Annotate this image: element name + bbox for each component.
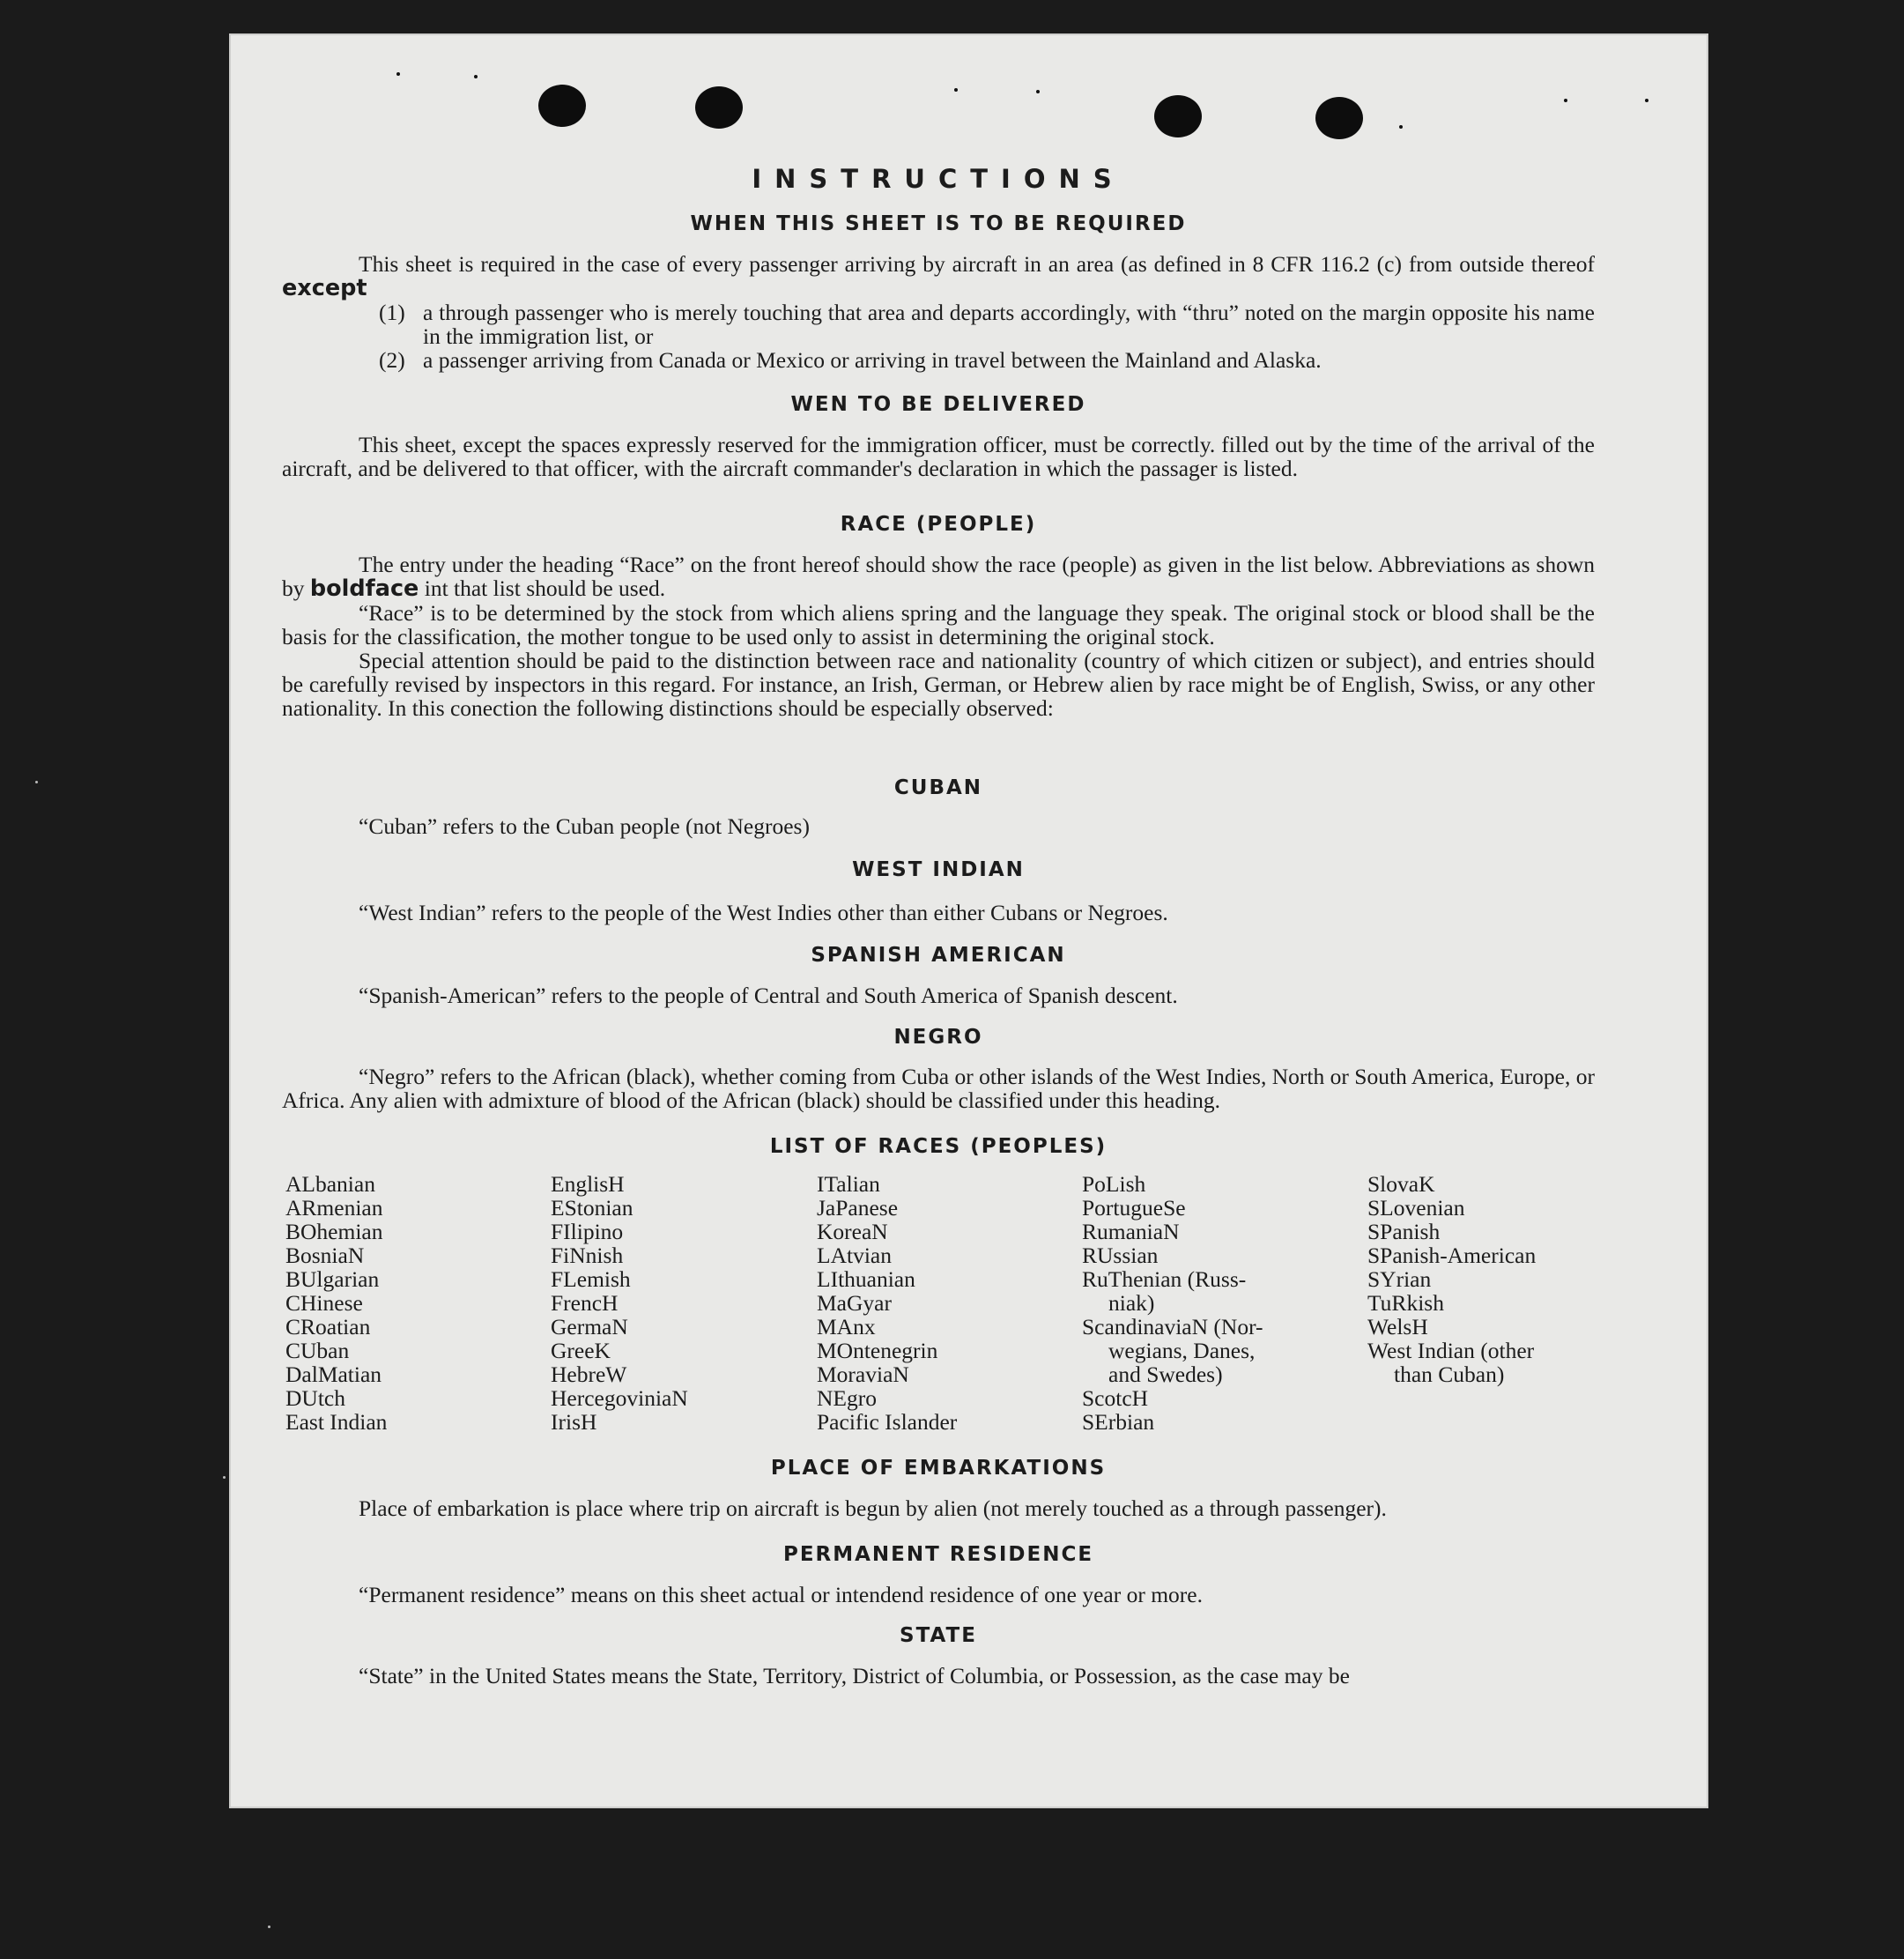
race-item: PoLish — [1082, 1171, 1146, 1197]
punch-hole — [1154, 95, 1202, 137]
race-item: HebreW — [551, 1362, 627, 1387]
race-item: SPanish-American — [1367, 1243, 1537, 1268]
race-item-continuation: wegians, Danes, — [1108, 1338, 1256, 1363]
when-required-text: This sheet is required in the case of every passenger arriving by aircraft in an area (as defined in 8 CFR 116.2 (c) from outside thereof — [359, 251, 1595, 277]
race-item: ARmenian — [285, 1195, 383, 1221]
race-item: LIthuanian — [817, 1266, 915, 1292]
scan-speck — [1564, 99, 1567, 102]
boldface-keyword: boldface — [309, 575, 419, 602]
item-number: (2) — [379, 347, 405, 373]
races-column-5 — [1367, 1172, 1536, 1386]
race-item: BUlgarian — [285, 1266, 380, 1292]
race-item: LAtvian — [817, 1243, 892, 1268]
race-item: NEgro — [817, 1385, 877, 1411]
race-item: DUtch — [285, 1385, 345, 1411]
west-indian-text: “West Indian” refers to the people of the West Indies other than either Cubans or Negroes. — [359, 900, 1168, 925]
race-item: RumaniaN — [1082, 1219, 1180, 1244]
item-text: a through passenger who is merely touching that area and departs accordingly, with “thru” noted on the margin opposite his name in the immigration list, or — [423, 300, 1595, 349]
heading-state: STATE — [900, 1624, 977, 1647]
race-item: DalMatian — [285, 1362, 382, 1387]
race-item: EnglisH — [551, 1171, 625, 1197]
race-item: HercegoviniaN — [551, 1385, 688, 1411]
race-item: SErbian — [1082, 1409, 1155, 1435]
exception-item-2 — [379, 348, 1595, 372]
heading-when-delivered: WEN TO BE DELIVERED — [790, 393, 1086, 416]
cuban-text: “Cuban” refers to the Cuban people (not Negroes) — [359, 813, 810, 839]
heading-list-of-races: LIST OF RACES (PEOPLES) — [769, 1135, 1108, 1158]
race-text-1-end: int that list should be used. — [424, 575, 666, 601]
embarkation-text: Place of embarkation is place where trip on aircraft is begun by alien (not merely touched as a through passenger). — [359, 1495, 1387, 1521]
except-keyword: except — [282, 275, 367, 301]
races-column-3 — [817, 1172, 957, 1434]
when-required-section — [282, 252, 1595, 372]
race-item: FrencH — [551, 1290, 619, 1316]
race-item: WelsH — [1367, 1314, 1428, 1339]
scan-speck — [396, 72, 400, 76]
item-number: (1) — [379, 300, 405, 325]
race-item: CUban — [285, 1338, 350, 1363]
heading-race: RACE (PEOPLE) — [840, 513, 1037, 536]
race-item: BOhemian — [285, 1219, 383, 1244]
race-item: MOntenegrin — [817, 1338, 938, 1363]
punch-hole — [1315, 97, 1363, 139]
heading-negro: NEGRO — [893, 1026, 983, 1049]
race-item: SYrian — [1367, 1266, 1432, 1292]
race-text-2: “Race” is to be determined by the stock from which aliens spring and the language they speak. The original stock or blood shall be the basis for the classification, the mother tongue to be used only to assist in determining the original stock. — [282, 600, 1595, 649]
race-item: MaGyar — [817, 1290, 892, 1316]
race-item: FIlipino — [551, 1219, 624, 1244]
race-item: ALbanian — [285, 1171, 375, 1197]
negro-text: “Negro” refers to the African (black), whether coming from Cuba or other islands of the West Indies, North or South America, Europe, or Africa. Any alien with admixture of blood of the African (black) should be classified under this heading. — [282, 1064, 1595, 1113]
race-item: EStonian — [551, 1195, 633, 1221]
race-item: GermaN — [551, 1314, 628, 1339]
race-item: CRoatian — [285, 1314, 371, 1339]
race-item: West Indian (other — [1367, 1338, 1535, 1363]
scan-speck — [954, 88, 958, 92]
heading-when-required: WHEN THIS SHEET IS TO BE REQUIRED — [690, 212, 1187, 235]
races-column-4 — [1082, 1172, 1263, 1434]
race-item: SlovaK — [1367, 1171, 1435, 1197]
race-item: SPanish — [1367, 1219, 1441, 1244]
race-item: PortugueSe — [1082, 1195, 1186, 1221]
exception-item-1 — [379, 301, 1595, 348]
heading-cuban: CUBAN — [893, 776, 983, 799]
race-item: MAnx — [817, 1314, 876, 1339]
race-item: ScotcH — [1082, 1385, 1149, 1411]
when-delivered-section — [282, 433, 1595, 480]
heading-permanent-residence: PERMANENT RESIDENCE — [782, 1543, 1094, 1566]
permanent-residence-text: “Permanent residence” means on this sheet actual or intendend residence of one year or more. — [359, 1582, 1203, 1607]
race-section — [282, 553, 1595, 720]
race-item: MoraviaN — [817, 1362, 909, 1387]
race-item: JaPanese — [817, 1195, 899, 1221]
heading-spanish-american: SPANISH AMERICAN — [811, 944, 1066, 967]
race-item: East Indian — [285, 1409, 388, 1435]
embarkation-section — [282, 1496, 1595, 1520]
race-item-continuation: and Swedes) — [1108, 1362, 1223, 1387]
scan-speck — [1399, 125, 1403, 129]
race-item-continuation: niak) — [1108, 1290, 1155, 1316]
race-item: Pacific Islander — [817, 1409, 958, 1435]
race-item: RuThenian (Russ- — [1082, 1266, 1247, 1292]
scan-speck — [268, 1926, 270, 1928]
scan-speck — [1645, 99, 1648, 102]
scan-speck — [35, 781, 38, 783]
race-item: FiNnish — [551, 1243, 624, 1268]
page-title: INSTRUCTIONS — [752, 164, 1125, 194]
punch-hole — [695, 86, 743, 129]
race-item: KoreaN — [817, 1219, 888, 1244]
negro-section — [282, 1065, 1595, 1112]
heading-west-indian: WEST INDIAN — [852, 858, 1025, 881]
races-column-1 — [285, 1172, 387, 1434]
race-item: ScandinaviaN (Nor- — [1082, 1314, 1263, 1339]
when-delivered-text: This sheet, except the spaces expressly reserved for the immigration officer, must be correctly. filled out by the time of the arrival of the aircraft, and be delivered to that officer, with the aircraft commander's declaration in which the passager is listed. — [282, 432, 1595, 481]
state-section — [282, 1664, 1595, 1688]
punch-hole — [538, 85, 586, 127]
race-item: BosniaN — [285, 1243, 365, 1268]
scan-speck — [1036, 90, 1040, 93]
race-item: FLemish — [551, 1266, 631, 1292]
scan-speck — [474, 75, 478, 78]
race-text-3: Special attention should be paid to the distinction between race and nationality (country of which citizen or subject), and entries should be carefully revised by inspectors in this regard. For instance, an Irish, German, or Hebrew alien by race might be of English, Swiss, or any other nationality. In this conection the following distinctions should be especially observed: — [282, 648, 1595, 721]
race-item: GreeK — [551, 1338, 611, 1363]
scan-speck — [223, 1476, 226, 1479]
race-item: IrisH — [551, 1409, 597, 1435]
race-item: CHinese — [285, 1290, 363, 1316]
race-item: TuRkish — [1367, 1290, 1444, 1316]
heading-place-of-embarkation: PLACE OF EMBARKATIONS — [770, 1457, 1107, 1480]
race-item: ITalian — [817, 1171, 880, 1197]
race-item: RUssian — [1082, 1243, 1159, 1268]
race-item: SLovenian — [1367, 1195, 1465, 1221]
spanish-american-text: “Spanish-American” refers to the people of Central and South America of Spanish descent. — [359, 983, 1178, 1008]
race-item-continuation: than Cuban) — [1394, 1362, 1505, 1387]
races-column-2 — [551, 1172, 688, 1434]
race-text-1: The entry under the heading “Race” on the front hereof should show the race (people) as given in the list below. Abbreviations as shown by — [282, 552, 1595, 601]
item-text: a passenger arriving from Canada or Mexico or arriving in travel between the Mainland and Alaska. — [423, 347, 1322, 373]
state-text: “State” in the United States means the State, Territory, District of Columbia, or Possession, as the case may be — [359, 1663, 1350, 1688]
